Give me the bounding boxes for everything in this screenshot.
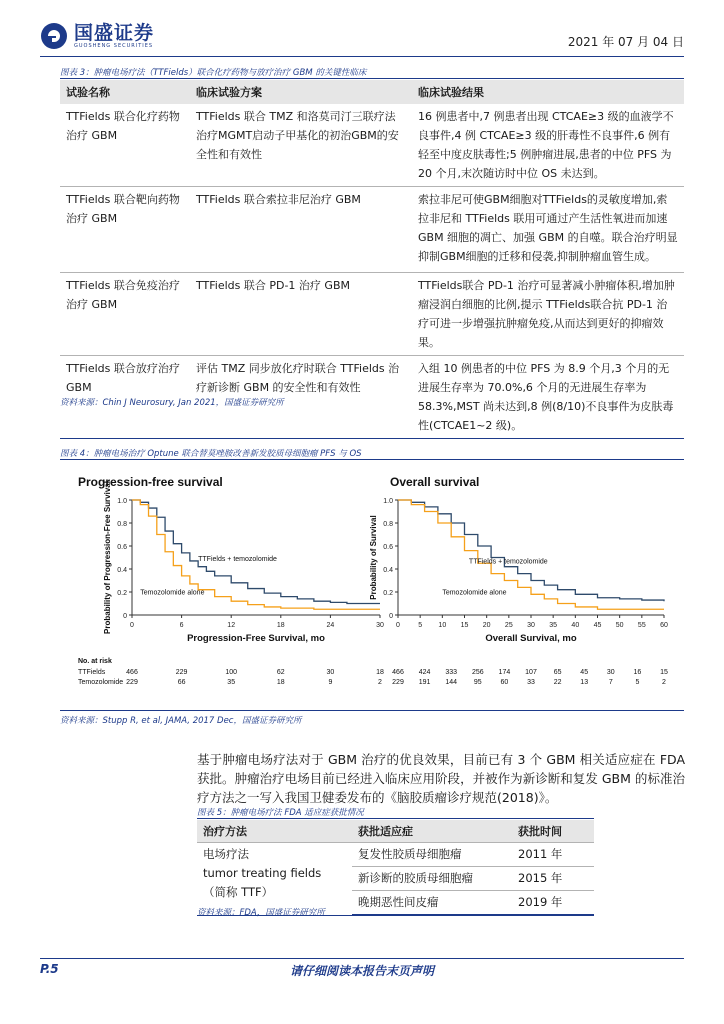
x-tick-label: 10 <box>438 622 447 629</box>
risk-row-name: Temozolomide <box>78 679 124 686</box>
x-tick-label: 35 <box>549 622 558 629</box>
risk-value: 107 <box>525 669 537 676</box>
risk-value: 30 <box>606 669 615 676</box>
indication-cell: 新诊断的胶质母细胞瘤 <box>352 867 512 891</box>
logo-en-text: GUOSHENG SECURITIES <box>74 42 154 49</box>
risk-value: 144 <box>445 679 458 686</box>
series-label: Temozolomide alone <box>442 589 507 597</box>
page-number: P.5 <box>40 962 59 976</box>
header-divider <box>40 56 684 57</box>
series-label: TTFields + temozolomide <box>468 558 548 566</box>
x-tick-label: 50 <box>615 622 624 629</box>
year-cell: 2011 年 <box>512 843 594 867</box>
y-tick-label: 0.6 <box>117 544 127 551</box>
y-tick-label: 0 <box>123 613 127 620</box>
y-tick-label: 1.0 <box>383 498 393 505</box>
risk-value: 2 <box>378 679 382 686</box>
trial-result: 16 例患者中,7 例患者出现 CTCAE≥3 级的血液学不良事件,4 例 CTCAE≥3 级的肝毒性不良事件,6 例有轻至中度皮肤毒性;5 例肿瘤进展,患者的中位 PFS 为 20 个月,末次随访时中位 OS 未达到。 <box>412 104 684 187</box>
indication-cell: 复发性胶质母细胞瘤 <box>352 843 512 867</box>
trial-plan: TTFields 联合 PD-1 治疗 GBM <box>190 273 412 356</box>
y-tick-label: 0.2 <box>383 590 393 597</box>
risk-value: 174 <box>498 669 511 676</box>
table1-header-cell: 临床试验方案 <box>190 80 412 104</box>
risk-value: 229 <box>392 679 404 686</box>
risk-value: 13 <box>580 679 589 686</box>
risk-value: 5 <box>635 679 640 686</box>
series-label: Temozolomide alone <box>140 589 205 597</box>
trial-plan: 评估 TMZ 同步放化疗时联合 TTFields 治疗新诊断 GBM 的安全性和有效性 <box>190 356 412 439</box>
risk-value: 18 <box>276 679 285 686</box>
risk-value: 2 <box>662 679 666 686</box>
risk-value: 35 <box>227 679 236 686</box>
trial-plan: TTFields 联合 TMZ 和洛莫司汀三联疗法治疗MGMT启动子甲基化的初治GBM的安全性和有效性 <box>190 104 412 187</box>
risk-value: 30 <box>326 669 335 676</box>
table2-header-cell: 获批时间 <box>512 820 594 843</box>
risk-value: 22 <box>553 679 562 686</box>
km-chart <box>60 468 684 708</box>
table-row <box>60 104 684 187</box>
risk-value: 33 <box>527 679 535 686</box>
x-tick-label: 60 <box>660 622 668 629</box>
table1-header-cell: 临床试验结果 <box>412 80 684 104</box>
risk-value: 191 <box>418 679 431 686</box>
year-cell: 2019 年 <box>512 891 594 915</box>
method-line: 电场疗法 <box>203 847 249 861</box>
table1 <box>60 80 684 439</box>
trial-plan: TTFields 联合索拉非尼治疗 GBM <box>190 187 412 273</box>
x-tick-label: 6 <box>179 622 184 629</box>
x-tick-label: 0 <box>130 622 134 629</box>
risk-value: 424 <box>418 669 431 676</box>
risk-value: 9 <box>328 679 333 686</box>
risk-value: 45 <box>580 669 589 676</box>
trial-name: TTFields 联合靶向药物治疗 GBM <box>60 187 190 273</box>
x-tick-label: 24 <box>326 622 335 629</box>
risk-value: 65 <box>553 669 562 676</box>
series-line <box>398 500 664 609</box>
risk-value: 229 <box>175 669 188 676</box>
x-tick-label: 40 <box>571 622 580 629</box>
table2-header-cell: 治疗方法 <box>197 820 352 843</box>
indication-cell: 晚期恶性间皮瘤 <box>352 891 512 915</box>
x-tick-label: 25 <box>504 622 513 629</box>
y-tick-label: 0.8 <box>383 521 393 528</box>
risk-value: 7 <box>608 679 613 686</box>
risk-table-label: No. at risk <box>78 658 112 665</box>
risk-value: 15 <box>660 669 668 676</box>
x-axis-label: Overall Survival, mo <box>485 633 577 644</box>
y-tick-label: 0.4 <box>117 567 127 574</box>
risk-value: 466 <box>126 669 138 676</box>
table2-header-cell: 获批适应症 <box>352 820 512 843</box>
company-logo <box>40 22 154 50</box>
figure4-caption: 图表 4：肿瘤电场治疗 Optune 联合替莫唑胺改善新发胶质母细胞瘤 PFS 与 OS <box>60 449 362 459</box>
risk-value: 60 <box>500 679 509 686</box>
series-label: TTFields + temozolomide <box>198 555 277 563</box>
risk-value: 66 <box>177 679 186 686</box>
table1-header-row <box>60 80 684 104</box>
x-tick-label: 15 <box>460 622 469 629</box>
method-line: tumor treating fields <box>203 866 322 880</box>
report-date: 2021 年 07 月 04 日 <box>567 35 684 49</box>
footer-divider <box>40 958 684 959</box>
method-line: （简称 TTF） <box>203 885 274 899</box>
y-tick-label: 0 <box>389 613 393 620</box>
x-tick-label: 30 <box>527 622 535 629</box>
y-tick-label: 0.2 <box>117 590 127 597</box>
figure4-bottom-line <box>60 710 684 711</box>
y-axis-label: Probability of Progression-Free Survival <box>103 481 112 634</box>
trial-name: TTFields 联合放疗治疗 GBM <box>60 356 190 439</box>
risk-value: 95 <box>473 679 482 686</box>
trial-name: TTFields 联合免疫治疗治疗 GBM <box>60 273 190 356</box>
y-tick-label: 0.8 <box>117 521 127 528</box>
table2 <box>197 820 594 916</box>
risk-value: 18 <box>376 669 384 676</box>
risk-value: 256 <box>471 669 484 676</box>
table2-top-line <box>197 818 594 819</box>
x-tick-label: 12 <box>227 622 236 629</box>
chart-title: Progression-free survival <box>78 475 223 489</box>
table1-caption: 图表 3：肿瘤电场疗法（TTFields）联合化疗药物与放疗治疗 GBM 的关键性临床 <box>60 68 367 78</box>
figure4-top-line <box>60 459 684 460</box>
body-paragraph: 基于肿瘤电场疗法对于 GBM 治疗的优良效果，目前已有 3 个 GBM 相关适应症在 FDA 获批。肿瘤治疗电场目前已经进入临床应用阶段，并被作为新诊断和复发 GBM 的标准治疗方法之一写入我国卫健委发布的《脑胶质瘤诊疗规范(2018)》。 <box>197 752 685 805</box>
y-tick-label: 0.4 <box>383 567 393 574</box>
trial-name: TTFields 联合化疗药物治疗 GBM <box>60 104 190 187</box>
risk-value: 16 <box>633 669 642 676</box>
y-tick-label: 1.0 <box>117 498 127 505</box>
logo-mark-icon <box>40 22 68 50</box>
table2-caption: 图表 5：肿瘤电场疗法 FDA 适应症获批情况 <box>197 808 364 818</box>
x-tick-label: 30 <box>376 622 384 629</box>
table-row <box>197 843 594 916</box>
table1-source: 资料来源：Chin J Neurosury, Jan 2021，国盛证券研究所 <box>60 398 284 408</box>
x-tick-label: 55 <box>637 622 646 629</box>
x-tick-label: 0 <box>396 622 400 629</box>
y-tick-label: 0.6 <box>383 544 393 551</box>
table2-source: 资料来源：FDA，国盛证券研究所 <box>197 908 325 918</box>
x-tick-label: 18 <box>276 622 285 629</box>
table1-top-line <box>60 78 684 79</box>
risk-value: 100 <box>225 669 238 676</box>
x-tick-label: 20 <box>482 622 491 629</box>
logo-cn-text: 国盛证券 <box>74 21 155 44</box>
list-item <box>352 891 594 915</box>
risk-value: 229 <box>126 679 138 686</box>
table1-header-cell: 试验名称 <box>60 80 190 104</box>
trial-result: 索拉非尼可使GBM细胞对TTFields的灵敏度增加,索拉非尼和 TTFields 联用可通过产生活性氧进而加速 GBM 细胞的凋亡、加强 GBM 的自噬。联合治疗明显抑制GBM细胞的迁移和侵袭,抑制肿瘤血管生成。 <box>412 187 684 273</box>
figure4-source: 资料来源：Stupp R, et al, JAMA, 2017 Dec，国盛证券研究所 <box>60 716 302 726</box>
year-cell: 2015 年 <box>512 867 594 891</box>
trial-result: 入组 10 例患者的中位 PFS 为 8.9 个月,3 个月的无进展生存率为 70.0%,6 个月的无进展生存率为 58.3%,MST 尚未达到,8 例(8/10)不良事件为皮肤毒性(CTCAE1~2 级)。 <box>412 356 684 439</box>
list-item <box>352 867 594 891</box>
x-tick-label: 45 <box>593 622 602 629</box>
risk-value: 466 <box>392 669 404 676</box>
page-header <box>0 0 724 60</box>
trial-result: TTFields联合 PD-1 治疗可显著减小肿瘤体积,增加肿瘤浸润白细胞的比例,提示 TTFields联合抗 PD-1 治疗可进一步增强抗肿瘤免疫,从而达到更好的抑瘤效果。 <box>412 273 684 356</box>
risk-value: 62 <box>276 669 285 676</box>
list-item <box>352 843 594 867</box>
x-axis-label: Progression-Free Survival, mo <box>187 633 325 644</box>
footer-disclaimer: 请仔细阅读本报告末页声明 <box>289 964 434 978</box>
x-tick-label: 5 <box>418 622 423 629</box>
table-row <box>60 273 684 356</box>
table-row <box>60 187 684 273</box>
chart-title: Overall survival <box>390 475 480 489</box>
indication-group <box>352 843 594 916</box>
risk-value: 333 <box>445 669 458 676</box>
y-axis-label: Probability of Survival <box>369 515 378 600</box>
risk-row-name: TTFields <box>78 669 106 676</box>
table2-header-row <box>197 820 594 843</box>
method-cell <box>197 843 352 916</box>
